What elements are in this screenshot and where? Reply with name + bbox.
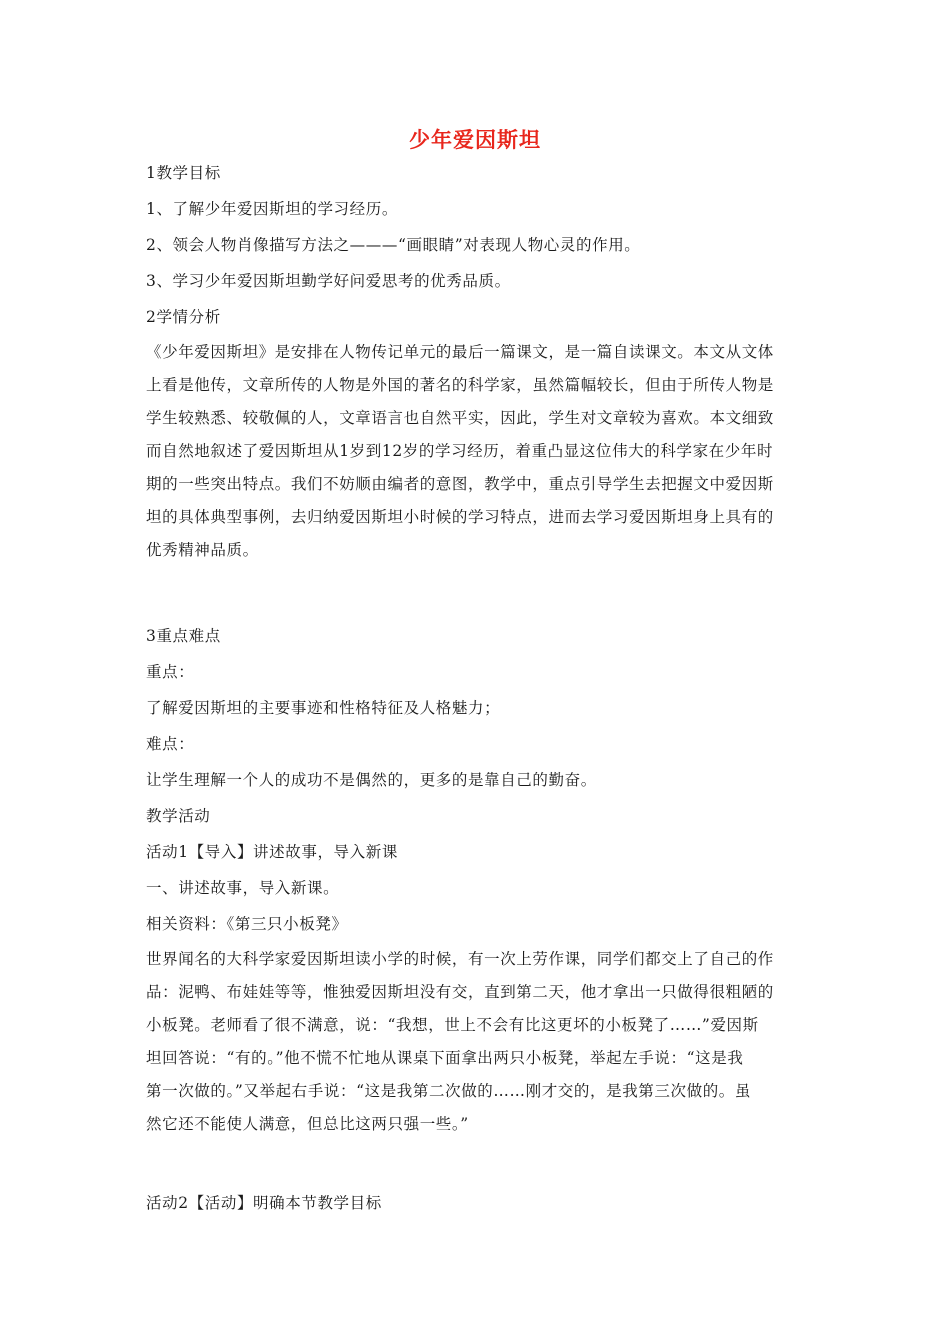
key-point-label: 重点： (146, 663, 195, 681)
story-paragraph (146, 943, 814, 1141)
objective-item-3: 3、学习少年爱因斯坦勤学好问爱思考的优秀品质。 (146, 272, 511, 290)
analysis-line: 《少年爱因斯坦》是安排在人物传记单元的最后一篇课文，是一篇自读课文。本文从文体 (146, 343, 774, 361)
analysis-line: 上看是他传，文章所传的人物是外国的著名的科学家，虽然篇幅较长，但由于所传人物是 (146, 376, 774, 394)
analysis-line: 学生较熟悉、较敬佩的人，文章语言也自然平实，因此，学生对文章较为喜欢。本文细致 (146, 409, 774, 427)
story-line: 第一次做的。”又举起右手说：“这是我第二次做的……刚才交的，是我第三次做的。虽 (146, 1082, 752, 1100)
section-heading-key-points: 3重点难点 (146, 627, 221, 645)
activity-1-step: 一、讲述故事，导入新课。 (146, 879, 340, 897)
objective-item-1: 1、了解少年爱因斯坦的学习经历。 (146, 200, 398, 218)
related-material: 相关资料：《第三只小板凳》 (146, 915, 348, 933)
story-line: 品：泥鸭、布娃娃等等，惟独爱因斯坦没有交，直到第二天，他才拿出一只做得很粗陋的 (146, 983, 774, 1001)
section-heading-objectives: 1教学目标 (146, 164, 221, 182)
analysis-paragraph (146, 336, 814, 567)
story-line: 世界闻名的大科学家爱因斯坦读小学的时候，有一次上劳作课，同学们都交上了自己的作 (146, 950, 774, 968)
objective-item-2: 2、领会人物肖像描写方法之———“画眼睛”对表现人物心灵的作用。 (146, 236, 641, 254)
analysis-line: 优秀精神品质。 (146, 541, 259, 559)
analysis-line: 而自然地叙述了爱因斯坦从1岁到12岁的学习经历，着重凸显这位伟大的科学家在少年时 (146, 442, 774, 460)
story-line: 小板凳。老师看了很不满意，说：“我想，世上不会有比这更坏的小板凳了……”爱因斯 (146, 1016, 759, 1034)
section-heading-activities: 教学活动 (146, 807, 211, 825)
activity-1-heading: 活动1【导入】讲述故事，导入新课 (146, 843, 398, 861)
difficulty-label: 难点： (146, 735, 195, 753)
story-line: 然它还不能使人满意，但总比这两只强一些。” (146, 1115, 469, 1133)
section-heading-analysis: 2学情分析 (146, 308, 221, 326)
story-line: 坦回答说：“有的。”他不慌不忙地从课桌下面拿出两只小板凳，举起左手说：“这是我 (146, 1049, 744, 1067)
key-point-text: 了解爱因斯坦的主要事迹和性格特征及人格魅力； (146, 699, 501, 717)
document-title: 少年爱因斯坦 (409, 128, 541, 152)
difficulty-text: 让学生理解一个人的成功不是偶然的，更多的是靠自己的勤奋。 (146, 771, 597, 789)
analysis-line: 期的一些突出特点。我们不妨顺由编者的意图，教学中，重点引导学生去把握文中爱因斯 (146, 475, 774, 493)
activity-2-heading: 活动2【活动】明确本节教学目标 (146, 1194, 382, 1212)
analysis-line: 坦的具体典型事例，去归纳爱因斯坦小时候的学习特点，进而去学习爱因斯坦身上具有的 (146, 508, 774, 526)
